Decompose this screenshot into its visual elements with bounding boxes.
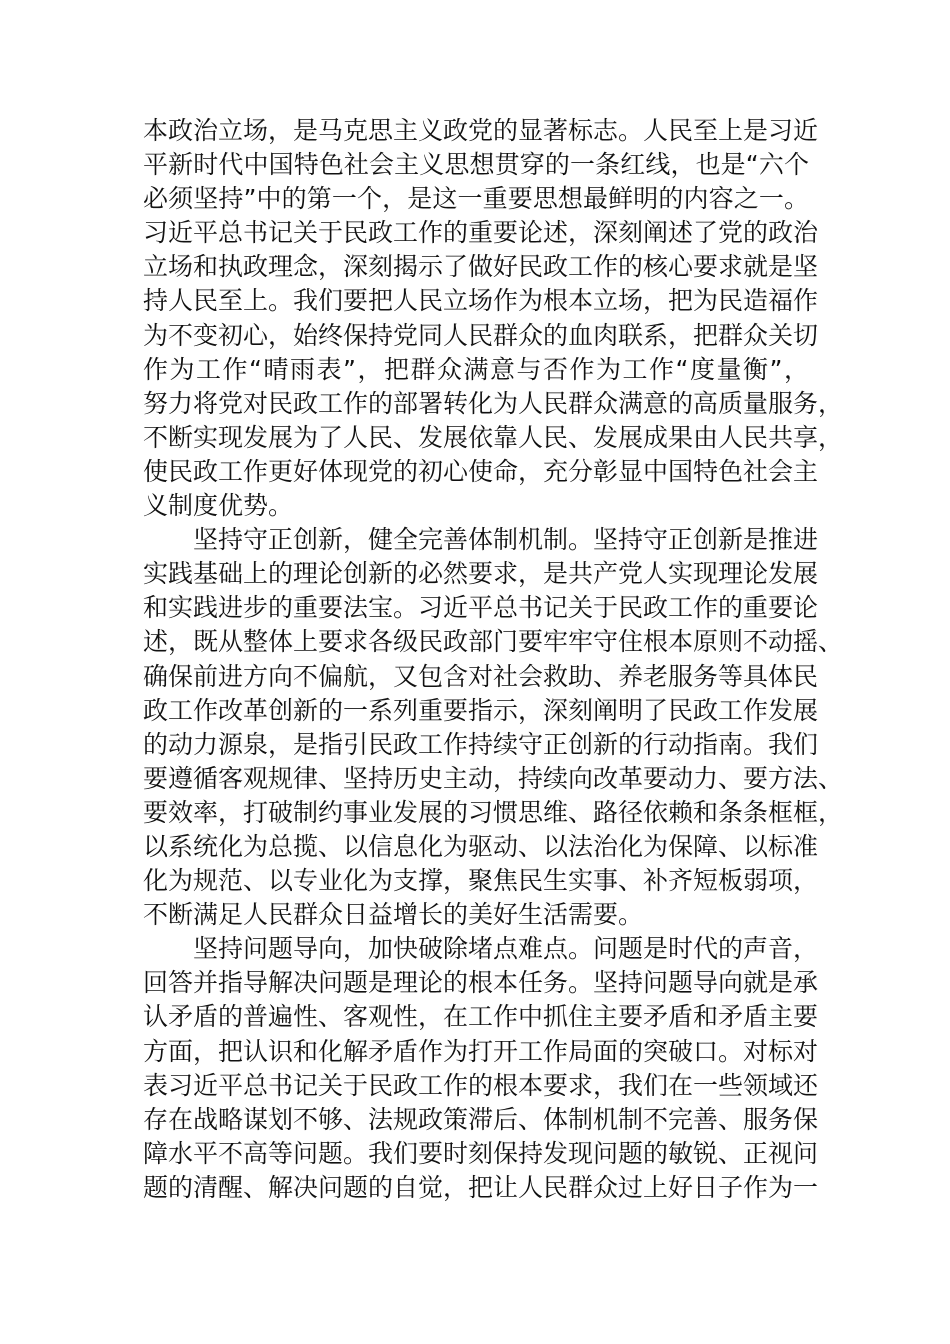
text-line: 要效率，打破制约事业发展的习惯思维、路径依赖和条条框框，: [143, 797, 844, 827]
text-line: 和实践进步的重要法宝。习近平总书记关于民政工作的重要论: [143, 593, 819, 623]
text-line: 平新时代中国特色社会主义思想贯穿的一条红线，也是“六个: [143, 150, 809, 180]
text-line: 坚持问题导向，加快破除堵点难点。问题是时代的声音，: [193, 934, 819, 964]
text-line: 表习近平总书记关于民政工作的根本要求，我们在一些领域还: [143, 1070, 819, 1100]
paragraph-3: [143, 932, 819, 1205]
text-line: 障水平不高等问题。我们要时刻保持发现问题的敏锐、正视问: [143, 1138, 819, 1168]
text-line: 持人民至上。我们要把人民立场作为根本立场，把为民造福作: [143, 286, 819, 316]
text-line: 认矛盾的普遍性、客观性，在工作中抓住主要矛盾和矛盾主要: [143, 1002, 819, 1032]
text-line: 义制度优势。: [143, 491, 294, 521]
text-line: 立场和执政理念，深刻揭示了做好民政工作的核心要求就是坚: [143, 252, 819, 282]
paragraph-1: [143, 114, 844, 523]
text-line: 不断满足人民群众日益增长的美好生活需要。: [143, 900, 644, 930]
text-line: 使民政工作更好体现党的初心使命，充分彰显中国特色社会主: [143, 456, 819, 486]
text-line: 题的清醒、解决问题的自觉，把让人民群众过上好日子作为一: [143, 1172, 819, 1202]
text-line: 以系统化为总揽、以信息化为驱动、以法治化为保障、以标准: [143, 831, 819, 861]
text-line: 坚持守正创新，健全完善体制机制。坚持守正创新是推进: [193, 525, 819, 555]
text-line: 为不变初心，始终保持党同人民群众的血肉联系，把群众关切: [143, 320, 819, 350]
paragraph-2: [143, 523, 844, 932]
text-line: 本政治立场，是马克思主义政党的显著标志。人民至上是习近: [143, 116, 819, 145]
text-line: 作为工作“晴雨表”，把群众满意与否作为工作“度量衡”，: [143, 354, 809, 384]
text-line: 不断实现发展为了人民、发展依靠人民、发展成果由人民共享，: [143, 422, 844, 452]
text-line: 存在战略谋划不够、法规政策滞后、体制机制不完善、服务保: [143, 1104, 819, 1134]
text-line: 的动力源泉，是指引民政工作持续守正创新的行动指南。我们: [143, 729, 819, 759]
text-line: 必须坚持”中的第一个，是这一重要思想最鲜明的内容之一。: [143, 184, 809, 214]
text-line: 习近平总书记关于民政工作的重要论述，深刻阐述了党的政治: [143, 218, 819, 248]
text-line: 方面，把认识和化解矛盾作为打开工作局面的突破口。对标对: [143, 1036, 819, 1066]
text-line: 努力将党对民政工作的部署转化为人民群众满意的高质量服务，: [143, 388, 844, 418]
text-line: 要遵循客观规律、坚持历史主动，持续向改革要动力、要方法、: [143, 763, 844, 793]
text-line: 政工作改革创新的一系列重要指示，深刻阐明了民政工作发展: [143, 695, 819, 725]
text-line: 化为规范、以专业化为支撑，聚焦民生实事、补齐短板弱项，: [143, 866, 819, 896]
text-line: 实践基础上的理论创新的必然要求，是共产党人实现理论发展: [143, 559, 819, 589]
document-page: [143, 114, 844, 1205]
text-line: 确保前进方向不偏航，又包含对社会救助、养老服务等具体民: [143, 661, 819, 691]
text-line: 述，既从整体上要求各级民政部门要牢牢守住根本原则不动摇、: [143, 627, 844, 657]
text-line: 回答并指导解决问题是理论的根本任务。坚持问题导向就是承: [143, 968, 819, 998]
